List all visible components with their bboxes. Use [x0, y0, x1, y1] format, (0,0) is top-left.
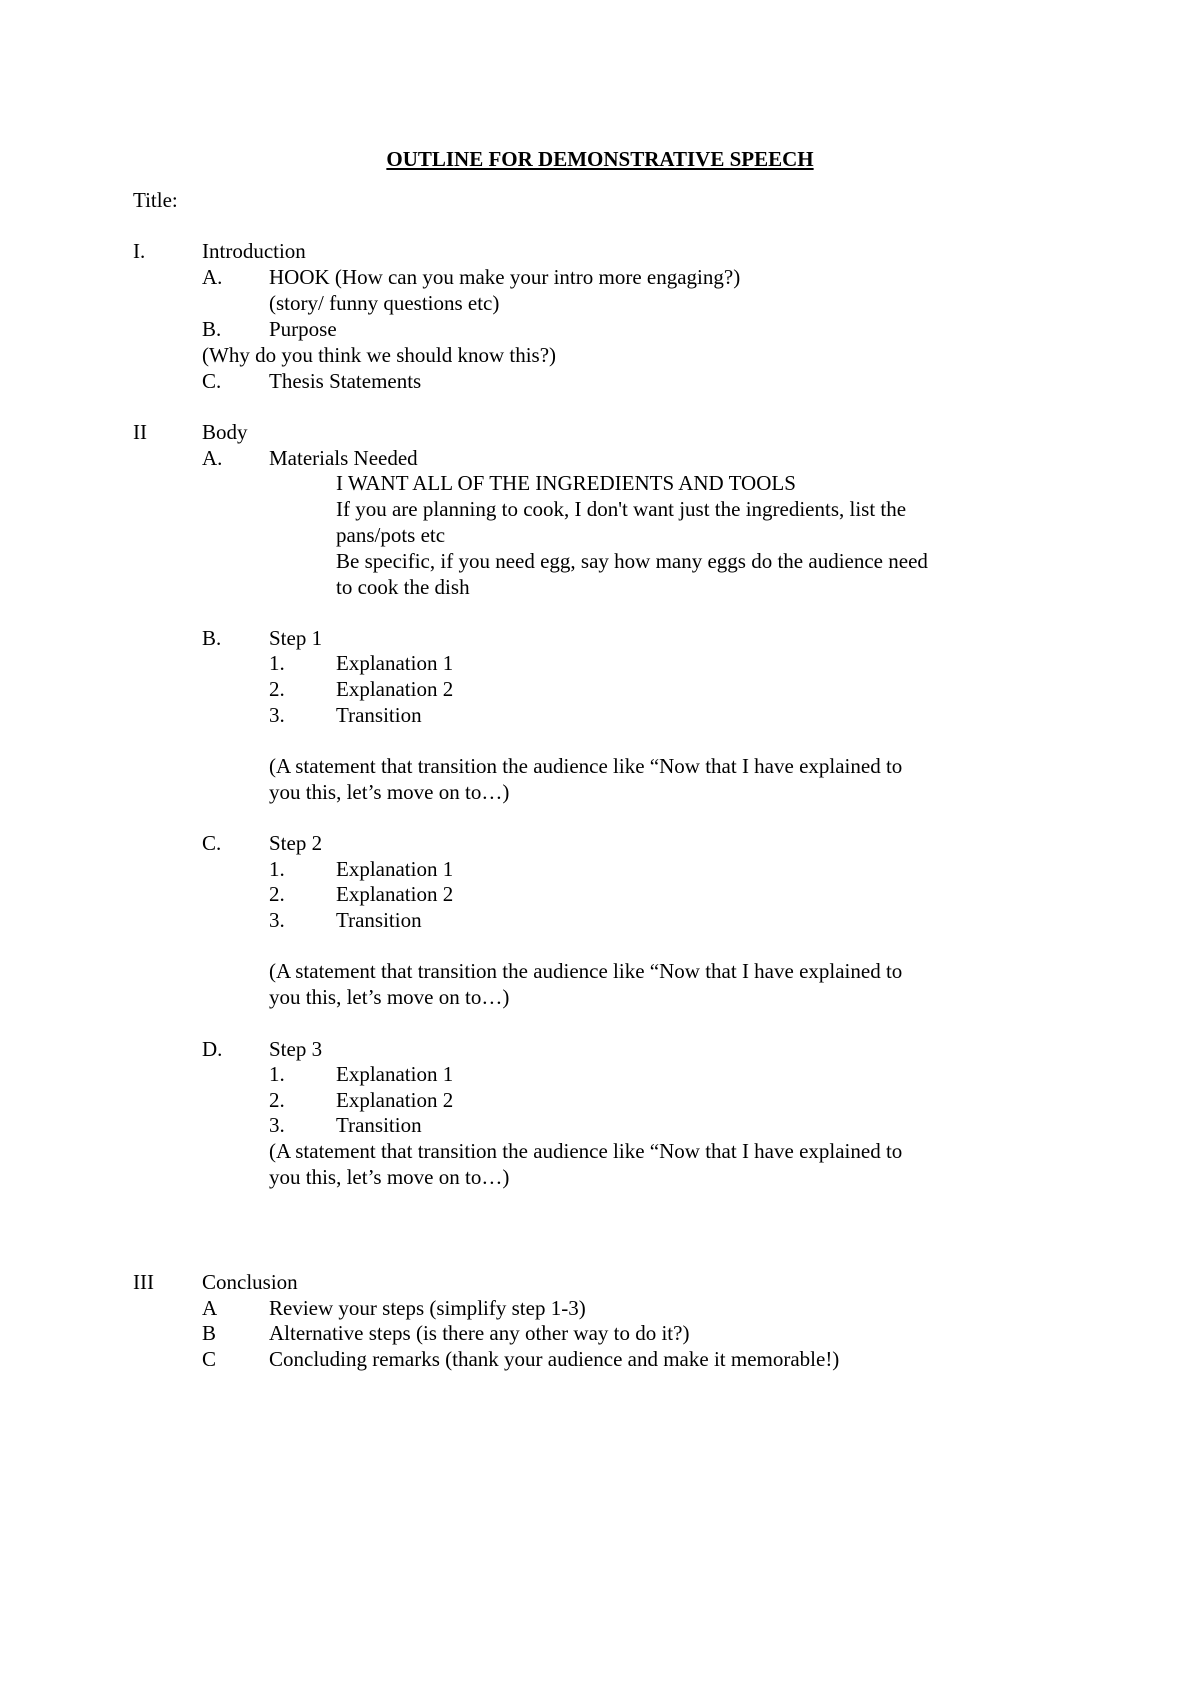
- step-item-text: Explanation 1: [336, 651, 454, 675]
- transition-note: (A statement that transition the audience like “Now that I have explained to: [269, 1139, 903, 1163]
- step-item-number: 3.: [269, 908, 285, 932]
- conclusion-item-text: Review your steps (simplify step 1-3): [269, 1296, 586, 1320]
- step-label: Step 3: [269, 1037, 323, 1061]
- step-item-text: Explanation 2: [336, 1088, 454, 1112]
- step-item-text: Explanation 1: [336, 857, 454, 881]
- step-item-number: 1.: [269, 651, 285, 675]
- section-numeral-body: II: [133, 420, 147, 444]
- intro-item-letter: C.: [202, 369, 222, 393]
- document-heading: OUTLINE FOR DEMONSTRATIVE SPEECH: [386, 147, 814, 171]
- step-item-text: Transition: [336, 1113, 422, 1137]
- step-letter: B.: [202, 626, 222, 650]
- step-label: Step 1: [269, 626, 323, 650]
- intro-thesis-text: Thesis Statements: [269, 369, 422, 393]
- section-label-intro: Introduction: [202, 239, 306, 263]
- materials-line: If you are planning to cook, I don't want just the ingredients, list the: [336, 497, 907, 521]
- transition-note: you this, let’s move on to…): [269, 985, 510, 1009]
- conclusion-item-letter: B: [202, 1321, 217, 1345]
- transition-note: (A statement that transition the audience like “Now that I have explained to: [269, 959, 903, 983]
- step-item-text: Transition: [336, 908, 422, 932]
- materials-line: to cook the dish: [336, 575, 470, 599]
- step-item-number: 2.: [269, 1088, 285, 1112]
- intro-item-letter: A.: [202, 265, 223, 289]
- step-item-number: 3.: [269, 703, 285, 727]
- step-item-text: Explanation 1: [336, 1062, 454, 1086]
- conclusion-item-text: Concluding remarks (thank your audience and make it memorable!): [269, 1347, 840, 1371]
- step-item-number: 1.: [269, 857, 285, 881]
- body-item-letter: A.: [202, 446, 223, 470]
- transition-note: you this, let’s move on to…): [269, 1165, 510, 1189]
- step-item-text: Transition: [336, 703, 422, 727]
- step-item-number: 3.: [269, 1113, 285, 1137]
- step-letter: D.: [202, 1037, 223, 1061]
- section-label-conclusion: Conclusion: [202, 1270, 298, 1294]
- materials-heading: Materials Needed: [269, 446, 418, 470]
- step-item-text: Explanation 2: [336, 882, 454, 906]
- step-item-number: 2.: [269, 677, 285, 701]
- title-label: Title:: [133, 188, 178, 212]
- conclusion-item-letter: A: [202, 1296, 218, 1320]
- step-item-text: Explanation 2: [336, 677, 454, 701]
- intro-purpose-note: (Why do you think we should know this?): [202, 343, 557, 367]
- materials-line: Be specific, if you need egg, say how many eggs do the audience need: [336, 549, 928, 573]
- conclusion-item-text: Alternative steps (is there any other way to do it?): [269, 1321, 690, 1345]
- materials-line: I WANT ALL OF THE INGREDIENTS AND TOOLS: [336, 471, 796, 495]
- section-numeral-conclusion: III: [133, 1270, 154, 1294]
- section-numeral-intro: I.: [133, 239, 146, 263]
- intro-purpose-text: Purpose: [269, 317, 337, 341]
- transition-note: (A statement that transition the audience like “Now that I have explained to: [269, 754, 903, 778]
- materials-line: pans/pots etc: [336, 523, 446, 547]
- step-item-number: 1.: [269, 1062, 285, 1086]
- section-label-body: Body: [202, 420, 248, 444]
- intro-hook-text: HOOK (How can you make your intro more engaging?): [269, 265, 741, 289]
- transition-note: you this, let’s move on to…): [269, 780, 510, 804]
- conclusion-item-letter: C: [202, 1347, 217, 1371]
- step-letter: C.: [202, 831, 222, 855]
- step-item-number: 2.: [269, 882, 285, 906]
- intro-hook-note: (story/ funny questions etc): [269, 291, 500, 315]
- intro-item-letter: B.: [202, 317, 222, 341]
- step-label: Step 2: [269, 831, 323, 855]
